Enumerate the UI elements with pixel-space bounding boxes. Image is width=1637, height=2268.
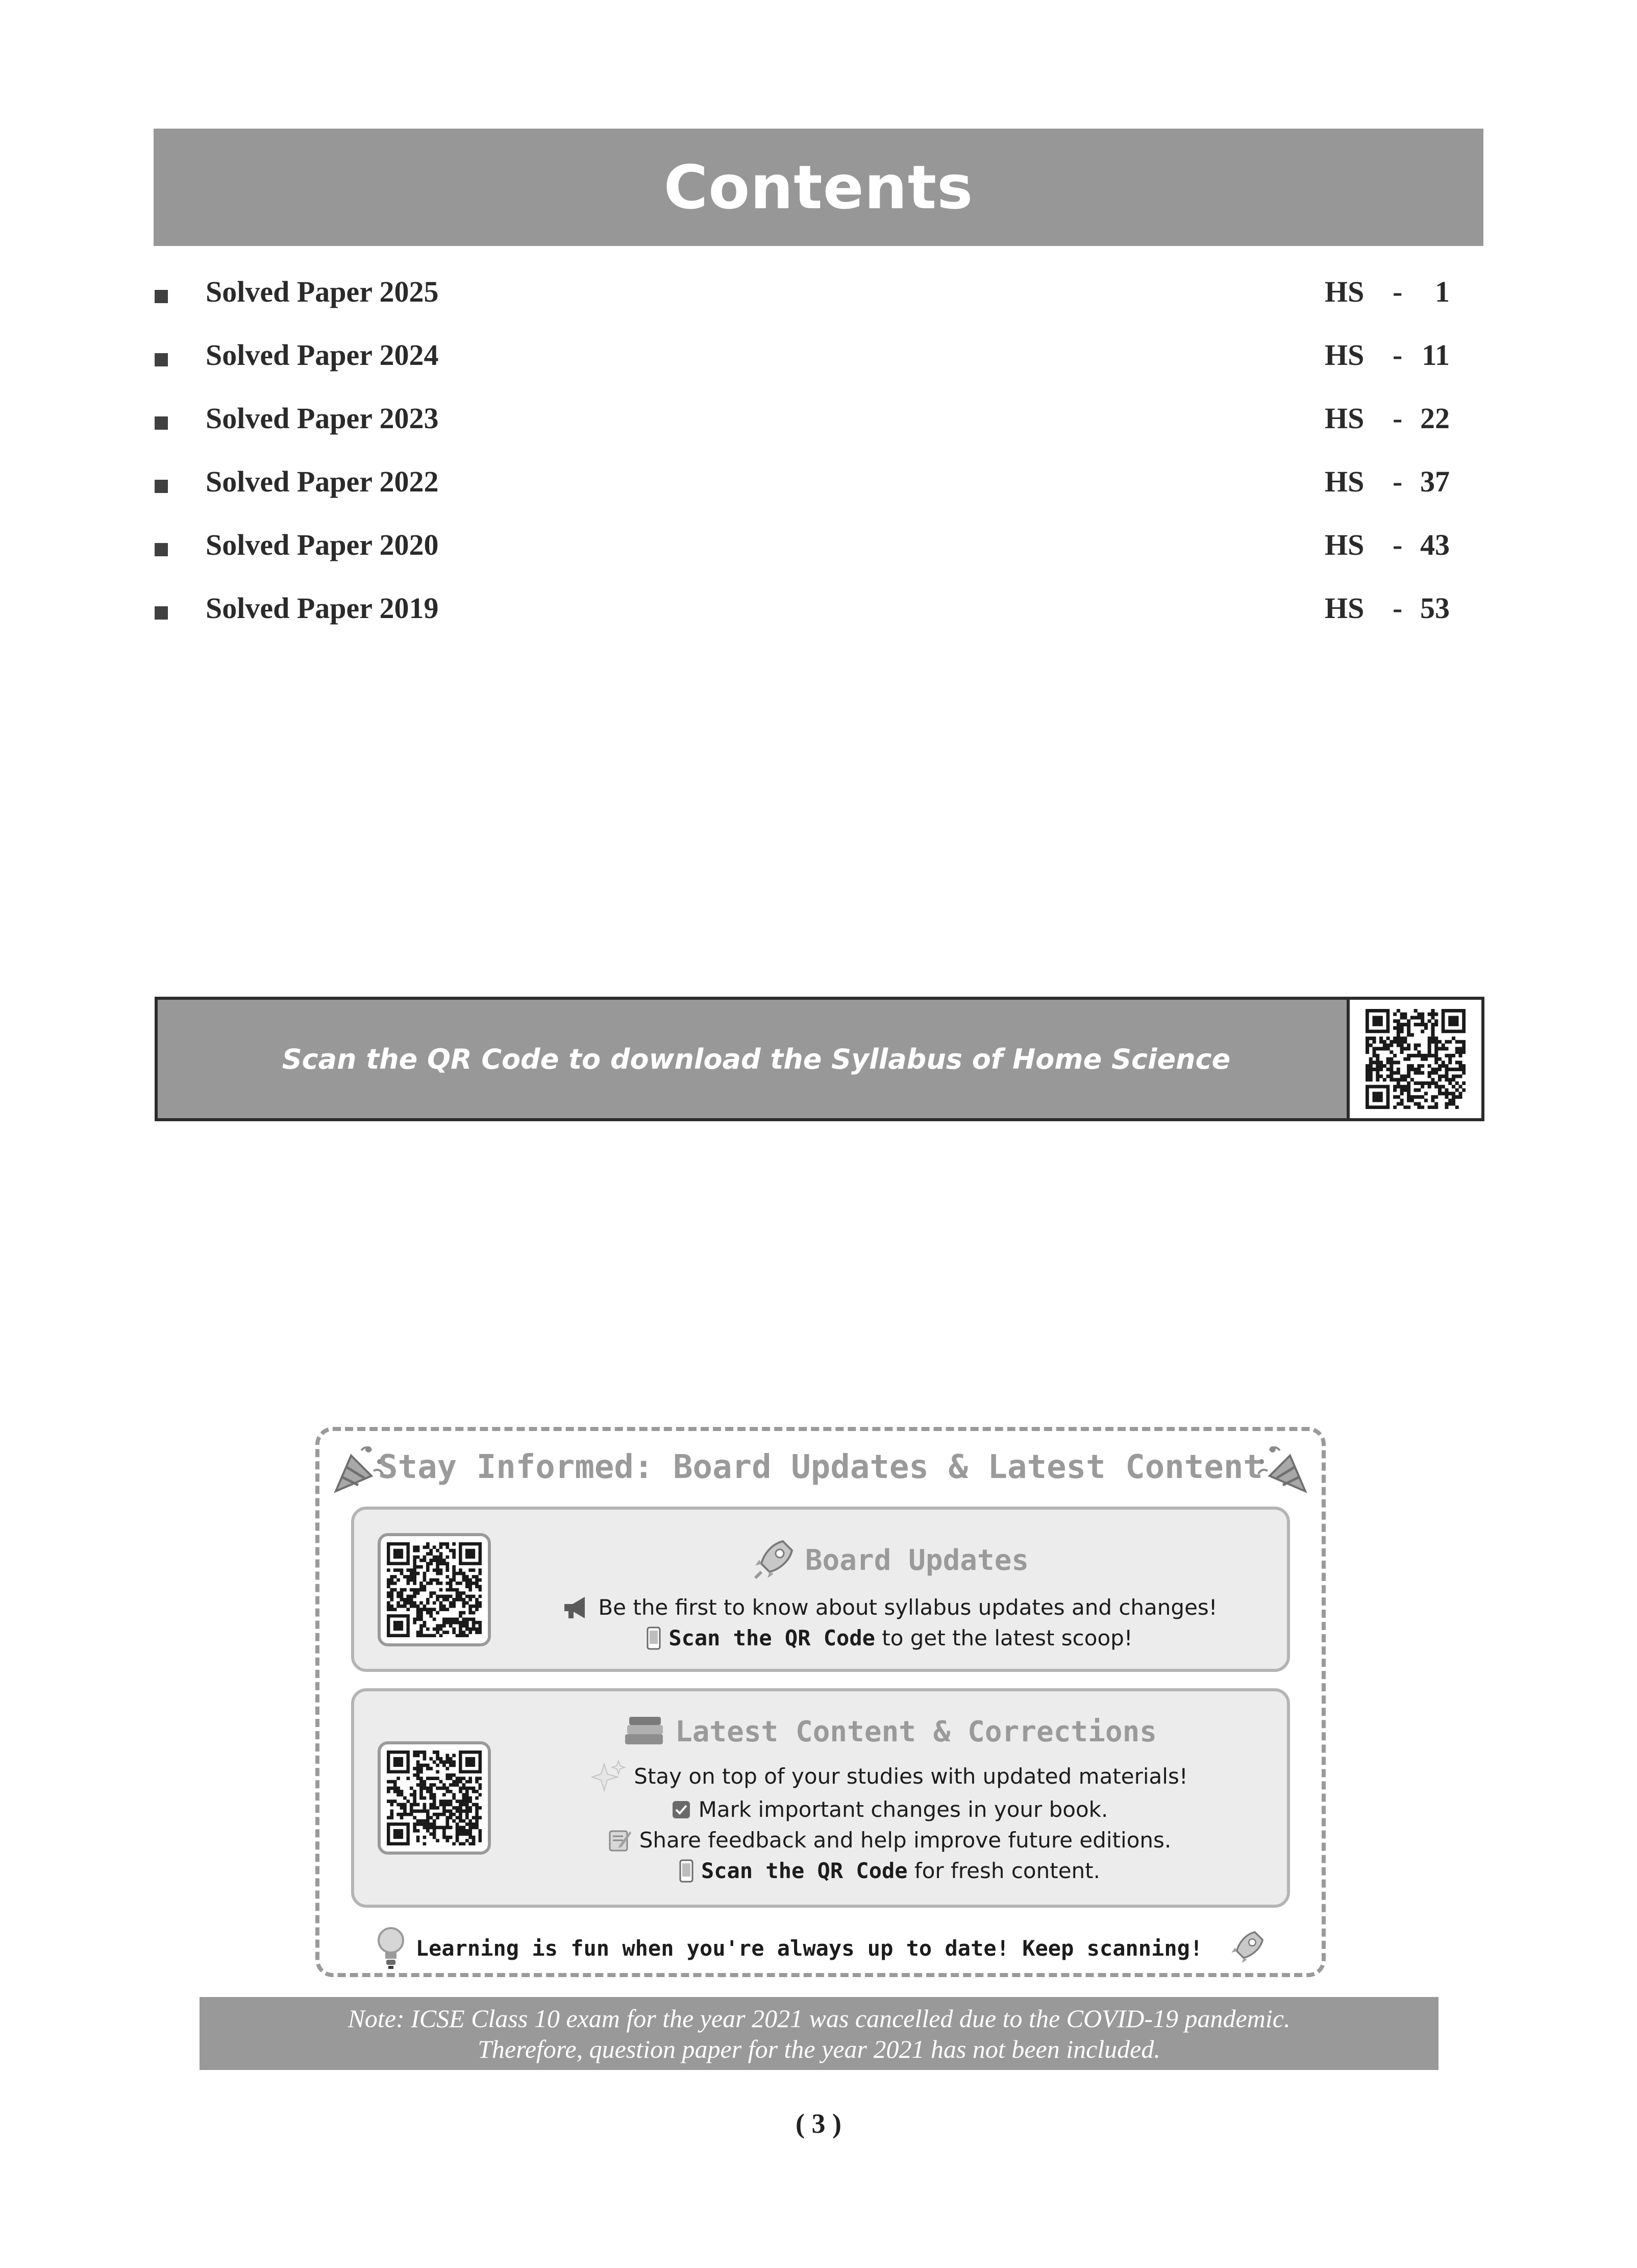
page-number: ( 3 ) xyxy=(796,2108,841,2139)
note-line1: Note: ICSE Class 10 exam for the year 2021 was cancelled due to the COVID-19 pandemic. xyxy=(348,2004,1291,2033)
latest-content-qr[interactable] xyxy=(378,1741,491,1855)
note-banner xyxy=(200,1997,1438,2070)
toc-title: Solved Paper 2023 xyxy=(206,402,439,435)
toc-code: HS xyxy=(1325,338,1365,372)
rocket-icon xyxy=(750,1537,796,1583)
toc-separator: - xyxy=(1393,465,1403,498)
toc-code: HS xyxy=(1325,402,1365,435)
toc-page: 53 xyxy=(1420,591,1450,625)
toc-page: 43 xyxy=(1420,528,1450,561)
mobile-phone-icon xyxy=(646,1626,661,1650)
toc-row[interactable] xyxy=(154,519,1450,582)
board-updates-heading: Board Updates xyxy=(805,1543,1029,1577)
stay-informed-panel xyxy=(315,1427,1326,1977)
square-bullet-icon xyxy=(155,543,168,556)
qr-code-icon[interactable] xyxy=(387,1751,482,1845)
toc-row[interactable] xyxy=(154,329,1450,392)
toc-separator: - xyxy=(1393,338,1403,372)
toc-title: Solved Paper 2024 xyxy=(206,338,439,372)
toc-row[interactable] xyxy=(154,455,1450,519)
toc-code: HS xyxy=(1325,591,1365,625)
toc-separator: - xyxy=(1393,275,1403,308)
board-updates-card xyxy=(351,1507,1290,1672)
toc-page: 22 xyxy=(1420,402,1450,435)
toc-page: 37 xyxy=(1420,465,1450,498)
toc-separator: - xyxy=(1393,528,1403,561)
sparkles-icon xyxy=(591,1759,627,1794)
latest-content-line2: Mark important changes in your book. xyxy=(698,1797,1108,1822)
books-icon xyxy=(622,1714,666,1749)
square-bullet-icon xyxy=(155,606,168,620)
rocket-icon xyxy=(1227,1929,1266,1967)
toc-code: HS xyxy=(1325,465,1365,498)
toc-code: HS xyxy=(1325,528,1365,561)
scan-qr-bold: Scan the QR Code xyxy=(668,1625,875,1650)
qr-code-icon[interactable] xyxy=(387,1542,482,1637)
toc-title: Solved Paper 2022 xyxy=(206,465,439,498)
megaphone-icon xyxy=(561,1595,591,1620)
latest-content-heading: Latest Content & Corrections xyxy=(675,1715,1157,1748)
latest-content-card xyxy=(351,1688,1290,1908)
table-of-contents xyxy=(154,265,1450,645)
square-bullet-icon xyxy=(155,416,168,430)
checkbox-icon xyxy=(671,1799,691,1820)
syllabus-qr-box[interactable] xyxy=(1347,1000,1481,1118)
toc-title: Solved Paper 2020 xyxy=(206,528,439,561)
contents-banner xyxy=(154,129,1483,246)
footer-text: Learning is fun when you're always up to date! Keep scanning! xyxy=(415,1935,1203,1961)
memo-icon xyxy=(608,1828,632,1853)
toc-code: HS xyxy=(1325,275,1365,308)
mobile-phone-icon xyxy=(679,1859,694,1883)
square-bullet-icon xyxy=(155,480,168,493)
toc-row[interactable] xyxy=(154,265,1450,329)
toc-row[interactable] xyxy=(154,582,1450,645)
toc-row[interactable] xyxy=(154,392,1450,455)
qr-code-icon[interactable] xyxy=(1366,1009,1466,1109)
toc-page: 11 xyxy=(1422,338,1450,372)
syllabus-qr-banner xyxy=(155,997,1484,1121)
stay-informed-footer xyxy=(319,1925,1322,1971)
latest-content-line4: for fresh content. xyxy=(907,1858,1100,1883)
square-bullet-icon xyxy=(155,290,168,303)
board-updates-line2: to get the latest scoop! xyxy=(875,1625,1133,1650)
syllabus-banner-text: Scan the QR Code to download the Syllabus of Home Science xyxy=(282,1043,1231,1075)
scan-qr-bold: Scan the QR Code xyxy=(701,1858,908,1883)
lightbulb-icon xyxy=(375,1925,407,1971)
toc-title: Solved Paper 2019 xyxy=(206,591,439,625)
toc-page: 1 xyxy=(1435,275,1450,308)
stay-informed-title: Stay Informed: Board Updates & Latest Content xyxy=(378,1448,1263,1486)
toc-separator: - xyxy=(1393,402,1403,435)
toc-separator: - xyxy=(1393,591,1403,625)
toc-title: Solved Paper 2025 xyxy=(206,275,439,308)
latest-content-line3: Share feedback and help improve future editions. xyxy=(639,1828,1172,1853)
note-line2: Therefore, question paper for the year 2021 has not been included. xyxy=(478,2034,1160,2063)
board-updates-line1: Be the first to know about syllabus updates and changes! xyxy=(598,1595,1218,1620)
page-title: Contents xyxy=(663,152,974,223)
board-updates-qr[interactable] xyxy=(378,1533,491,1646)
square-bullet-icon xyxy=(155,353,168,366)
latest-content-line1: Stay on top of your studies with updated materials! xyxy=(634,1764,1188,1789)
